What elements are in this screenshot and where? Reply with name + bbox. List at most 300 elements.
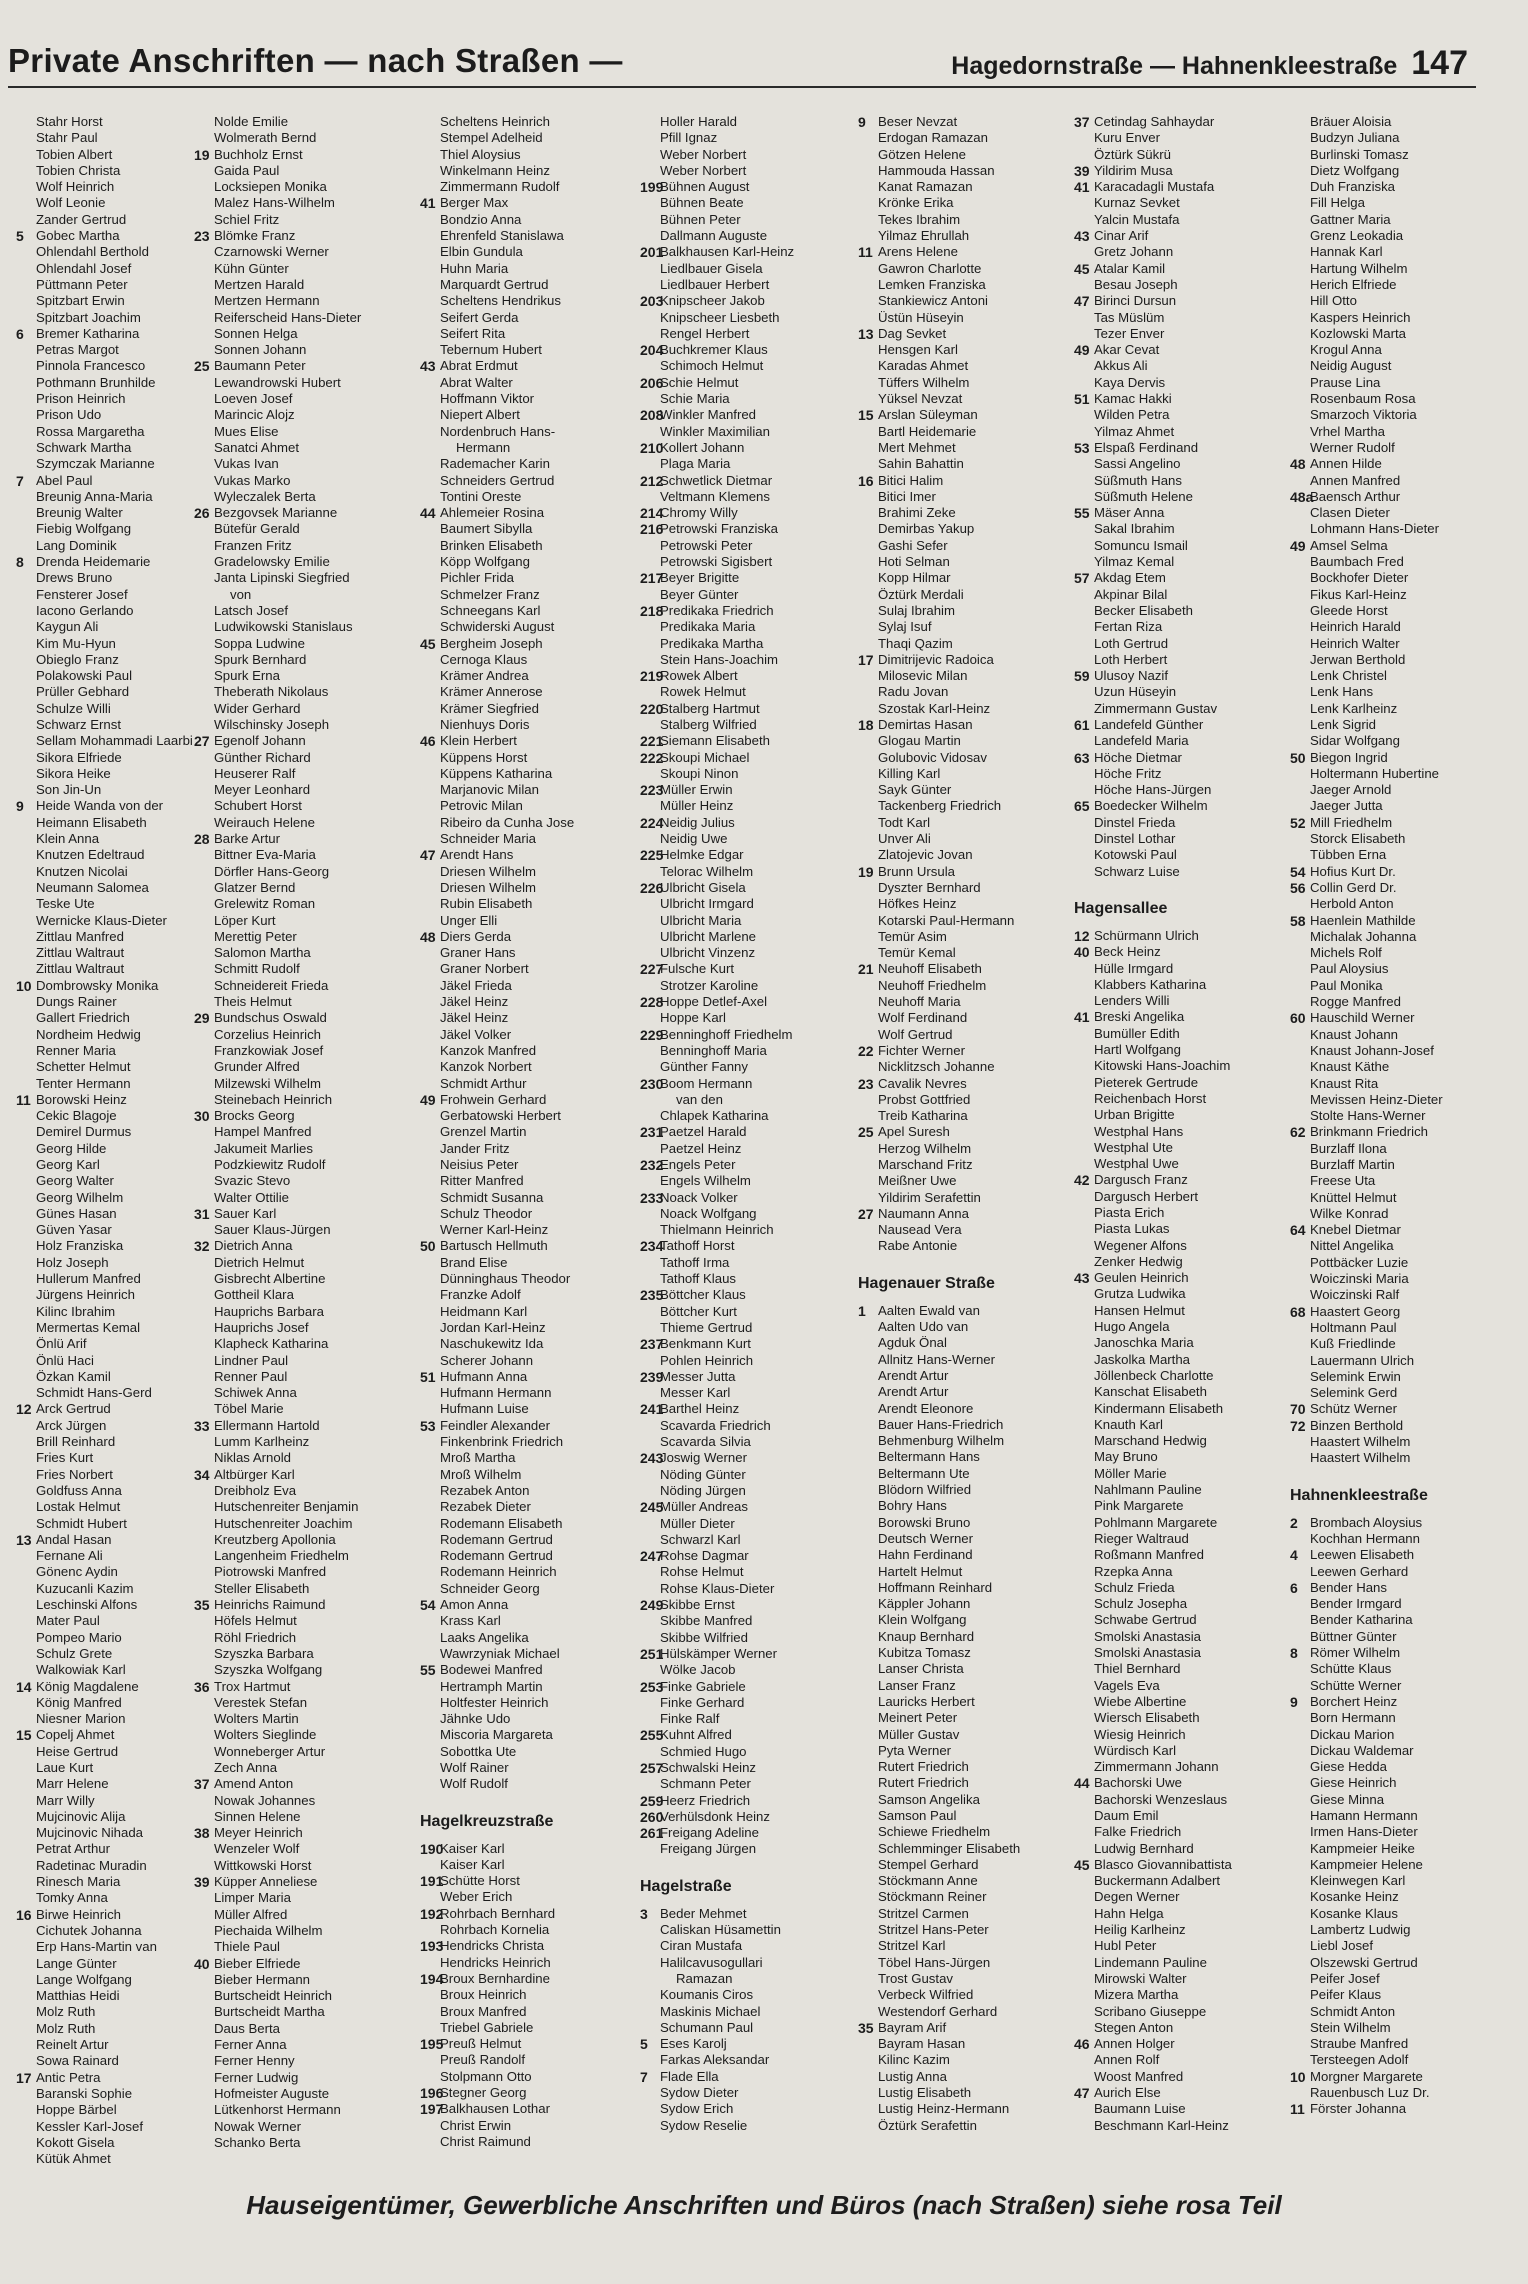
resident-entry: [1290, 1043, 1495, 1059]
resident-entry: [194, 277, 399, 293]
resident-name: Smolski Anastasia: [1094, 1645, 1202, 1661]
resident-entry: [640, 1418, 845, 1434]
resident-name: Skoupi Michael: [660, 749, 750, 765]
resident-entry: [1074, 440, 1279, 456]
resident-entry: [1074, 1824, 1279, 1840]
resident-name: Hartelt Helmut: [878, 1563, 963, 1579]
column-4: [640, 114, 845, 2134]
resident-name: Wonneberger Artur: [214, 1743, 326, 1759]
resident-name: Trox Hartmut: [214, 1678, 291, 1694]
house-number: 201: [640, 244, 664, 261]
resident-entry: [194, 945, 399, 961]
resident-name: Pieterek Gertrude: [1094, 1074, 1199, 1090]
resident-entry: [420, 1679, 625, 1695]
resident-name: Grelewitz Roman: [214, 896, 316, 912]
resident-name: Altbürger Karl: [214, 1466, 295, 1482]
house-number: 62: [1290, 1124, 1306, 1141]
resident-entry: [420, 1841, 625, 1857]
resident-name: Lambertz Ludwig: [1310, 1922, 1411, 1938]
house-number: 46: [420, 733, 436, 750]
resident-name: Irmen Hans-Dieter: [1310, 1824, 1418, 1840]
resident-entry: [1074, 1775, 1279, 1791]
resident-entry: [16, 521, 221, 537]
resident-name: Ludwig Bernhard: [1094, 1840, 1194, 1856]
resident-entry: [640, 277, 845, 293]
resident-name: Kaiser Karl: [440, 1856, 505, 1872]
resident-name: Skibbe Ernst: [660, 1597, 735, 1613]
house-number: 17: [16, 2069, 32, 2086]
resident-entry: [858, 619, 1063, 635]
resident-entry: [1074, 1205, 1279, 1221]
resident-name: Pinnola Francesco: [36, 358, 146, 374]
resident-entry: [16, 407, 221, 423]
resident-entry: [1074, 1515, 1279, 1531]
resident-name: Skibbe Wilfried: [660, 1629, 748, 1645]
resident-entry: [194, 147, 399, 163]
resident-entry: [1074, 277, 1279, 293]
resident-name: Jähnke Udo: [440, 1711, 511, 1727]
resident-name: Becker Elisabeth: [1094, 602, 1193, 618]
resident-entry: [16, 1434, 221, 1450]
resident-name: Buchkremer Klaus: [660, 342, 768, 358]
house-number: 8: [1290, 1645, 1298, 1662]
resident-name: Arens Helene: [878, 244, 958, 260]
resident-entry: [1074, 2118, 1279, 2134]
resident-entry: [1074, 489, 1279, 505]
resident-entry: [1290, 1059, 1495, 1075]
house-number: 49: [1074, 342, 1090, 359]
resident-entry: [640, 603, 845, 619]
resident-name: Beltermann Hans: [878, 1449, 980, 1465]
resident-name: Gottheil Klara: [214, 1287, 294, 1303]
resident-name: Rowek Helmut: [660, 684, 746, 700]
resident-entry: [640, 244, 845, 260]
resident-name: Heise Gertrud: [36, 1743, 119, 1759]
resident-name: Erp Hans-Martin van: [36, 1939, 157, 1955]
resident-name: Peifer Josef: [1310, 1970, 1380, 1986]
resident-entry: [420, 489, 625, 505]
resident-entry: [420, 114, 625, 130]
house-number: 43: [420, 358, 436, 375]
resident-entry: [194, 1010, 399, 1026]
resident-name: Mertzen Hermann: [214, 293, 320, 309]
resident-name: Molz Ruth: [36, 2004, 96, 2020]
resident-entry: [640, 1564, 845, 1580]
resident-name: Klein Anna: [36, 831, 100, 847]
resident-entry: [640, 1679, 845, 1695]
resident-entry: [640, 163, 845, 179]
resident-entry: [16, 2021, 221, 2037]
resident-name: Bachorski Wenzeslaus: [1094, 1791, 1228, 1807]
resident-name: Noack Volker: [660, 1189, 738, 1205]
resident-name: Blömke Franz: [214, 228, 296, 244]
resident-name: Dinstel Lothar: [1094, 831, 1176, 847]
resident-entry: [858, 1873, 1063, 1889]
resident-name: Szyszka Barbara: [214, 1645, 314, 1661]
resident-entry: [194, 163, 399, 179]
resident-name: Telorac Wilhelm: [660, 863, 754, 879]
resident-entry: [858, 733, 1063, 749]
resident-entry: [194, 1304, 399, 1320]
resident-name: Triebel Gabriele: [440, 2019, 534, 2035]
resident-name: Temür Asim: [878, 928, 947, 944]
resident-entry: [1074, 1189, 1279, 1205]
resident-name: Biegon Ingrid: [1310, 749, 1388, 765]
resident-entry: [640, 847, 845, 863]
resident-entry: [1290, 424, 1495, 440]
resident-name: Ohlendahl Josef: [36, 260, 132, 276]
resident-entry: [1290, 310, 1495, 326]
house-number: 220: [640, 700, 664, 717]
resident-name: Sydow Dieter: [660, 2085, 739, 2101]
resident-name: Nordenbruch Hans-: [440, 423, 556, 439]
resident-entry: [640, 1190, 845, 1206]
resident-name: Sinnen Helene: [214, 1808, 301, 1824]
resident-entry: [1290, 1792, 1495, 1808]
resident-entry: [194, 2037, 399, 2053]
resident-name: Dyszter Bernhard: [878, 879, 981, 895]
resident-entry: [640, 733, 845, 749]
resident-name: Fiebig Wolfgang: [36, 521, 132, 537]
resident-entry: [1074, 1058, 1279, 1074]
resident-entry: [640, 1532, 845, 1548]
resident-name: Hartl Wolfgang: [1094, 1042, 1181, 1058]
resident-name: Hülskämper Werner: [660, 1645, 778, 1661]
resident-name: Beyer Günter: [660, 586, 739, 602]
resident-entry: [858, 701, 1063, 717]
resident-entry: [1290, 570, 1495, 586]
resident-name: Jäkel Volker: [440, 1026, 512, 1042]
resident-entry: [1290, 1401, 1495, 1417]
resident-entry: [640, 1597, 845, 1613]
resident-name: Demirel Durmus: [36, 1124, 132, 1140]
resident-entry: [194, 1483, 399, 1499]
resident-name: Naschukewitz Ida: [440, 1336, 544, 1352]
resident-entry: [194, 1907, 399, 1923]
resident-name: Sydow Reselie: [660, 2117, 748, 2133]
house-number: 25: [194, 358, 210, 375]
house-number: 217: [640, 570, 664, 587]
resident-entry: [16, 1711, 221, 1727]
resident-entry: [858, 1157, 1063, 1173]
resident-name: Lenders Willi: [1094, 993, 1170, 1009]
resident-name: Treib Katharina: [878, 1108, 968, 1124]
resident-entry: [16, 342, 221, 358]
resident-entry: [1074, 1286, 1279, 1302]
resident-name: Giese Minna: [1310, 1791, 1385, 1807]
resident-entry: [194, 766, 399, 782]
resident-name: Meinert Peter: [878, 1710, 958, 1726]
resident-name: Leewen Elisabeth: [1310, 1547, 1415, 1563]
resident-name: Wiersch Elisabeth: [1094, 1710, 1200, 1726]
house-number: 37: [1074, 114, 1090, 130]
resident-name: Wolf Heinrich: [36, 179, 115, 195]
resident-entry: [1290, 798, 1495, 814]
resident-name: Demirbas Yakup: [878, 521, 975, 537]
resident-name: Gleede Horst: [1310, 602, 1388, 618]
resident-entry: [640, 1043, 845, 1059]
resident-entry: [858, 1678, 1063, 1694]
resident-name: Süßmuth Hans: [1094, 472, 1182, 488]
resident-entry: [420, 163, 625, 179]
resident-entry: [16, 1874, 221, 1890]
resident-name: Schwiderski August: [440, 619, 555, 635]
resident-entry: [858, 1206, 1063, 1222]
resident-entry: [858, 1401, 1063, 1417]
resident-entry: [1290, 130, 1495, 146]
resident-name: Behmenburg Wilhelm: [878, 1433, 1005, 1449]
resident-name: Petrovic Milan: [440, 798, 523, 814]
resident-name: Schiewe Friedhelm: [878, 1824, 991, 1840]
resident-entry: [420, 2069, 625, 2085]
resident-entry: [16, 1923, 221, 1939]
resident-entry: [16, 815, 221, 831]
resident-entry: [420, 1889, 625, 1905]
resident-entry: [194, 831, 399, 847]
house-number: 41: [1074, 179, 1090, 196]
resident-name: Beder Mehmet: [660, 1905, 747, 1921]
resident-name: Bender Katharina: [1310, 1612, 1413, 1628]
resident-name: Arendt Artur: [878, 1384, 949, 1400]
resident-name: Breski Angelika: [1094, 1009, 1185, 1025]
resident-entry: [1290, 1141, 1495, 1157]
house-number: 206: [640, 374, 664, 391]
resident-entry: [640, 228, 845, 244]
resident-name: Egenolf Johann: [214, 733, 306, 749]
resident-entry: [640, 2004, 845, 2020]
resident-entry: [420, 277, 625, 293]
house-number: 39: [194, 1874, 210, 1891]
house-number: 13: [858, 325, 874, 342]
resident-name: Burlinski Tomasz: [1310, 146, 1409, 162]
column-1: [16, 114, 221, 2167]
resident-name: Kreutzberg Apollonia: [214, 1531, 336, 1547]
resident-entry: [1290, 750, 1495, 766]
resident-entry: [858, 2101, 1063, 2117]
resident-entry: [194, 261, 399, 277]
resident-name: Wittkowski Horst: [214, 1857, 312, 1873]
resident-name: Schiwek Anna: [214, 1385, 297, 1401]
resident-entry: [1074, 1482, 1279, 1498]
resident-entry: [420, 1646, 625, 1662]
resident-name: Schneegans Karl: [440, 602, 541, 618]
resident-entry: [194, 815, 399, 831]
resident-name: Svazic Stevo: [214, 1173, 291, 1189]
resident-entry: [858, 1792, 1063, 1808]
resident-name: Marschand Fritz: [878, 1157, 973, 1172]
resident-entry: [640, 554, 845, 570]
resident-name: Janoschka Maria: [1094, 1335, 1194, 1351]
resident-entry: [858, 945, 1063, 961]
resident-name: Janta Lipinski Siegfried: [214, 570, 350, 586]
resident-entry: [16, 212, 221, 228]
resident-entry: [858, 668, 1063, 684]
resident-name: Yildirim Serafettin: [878, 1189, 981, 1205]
resident-name: Balkhausen Lothar: [440, 2101, 550, 2117]
resident-name: Kuß Friedlinde: [1310, 1336, 1396, 1352]
resident-entry: [858, 2118, 1063, 2134]
resident-name: Arendt Eleonore: [878, 1400, 974, 1416]
resident-name: Hofmeister Auguste: [214, 2085, 330, 2101]
resident-name: Arslan Süleyman: [878, 407, 978, 423]
resident-name: Rzepka Anna: [1094, 1563, 1173, 1579]
resident-name: Bayram Hasan: [878, 2036, 966, 2052]
resident-name: Neuhoff Maria: [878, 994, 961, 1010]
resident-entry: [858, 1629, 1063, 1645]
resident-entry: [194, 2053, 399, 2069]
resident-entry: [1074, 521, 1279, 537]
house-number: 195: [420, 2036, 444, 2053]
resident-name: Zimmermann Johann: [1094, 1759, 1219, 1775]
resident-name: Zimmermann Gustav: [1094, 700, 1218, 716]
house-number: 21: [858, 961, 874, 978]
resident-name: Benninghoff Friedhelm: [660, 1026, 793, 1042]
house-number: 230: [640, 1075, 664, 1092]
resident-entry: [858, 473, 1063, 489]
resident-entry: [194, 1890, 399, 1906]
resident-name: Kühn Günter: [214, 260, 289, 276]
resident-name: Akar Cevat: [1094, 342, 1160, 358]
resident-entry: [858, 1482, 1063, 1498]
resident-entry: [194, 473, 399, 489]
resident-name: Petrowski Peter: [660, 537, 753, 553]
resident-name: May Bruno: [1094, 1449, 1158, 1465]
resident-entry: [420, 538, 625, 554]
resident-name: Thiel Bernhard: [1094, 1661, 1181, 1677]
resident-entry: [194, 1320, 399, 1336]
house-number: 7: [640, 2068, 648, 2085]
resident-name: Kozlowski Marta: [1310, 325, 1407, 341]
resident-name: Tezer Enver: [1094, 325, 1165, 341]
resident-entry: [194, 130, 399, 146]
resident-name: Boedecker Wilhelm: [1094, 798, 1208, 814]
resident-entry: [16, 1141, 221, 1157]
resident-name: Schwark Martha: [36, 439, 132, 455]
resident-name: Stritzel Hans-Peter: [878, 1922, 989, 1938]
resident-entry: [640, 864, 845, 880]
resident-entry: [16, 163, 221, 179]
resident-entry: [1074, 1531, 1279, 1547]
resident-name: Olszewski Gertrud: [1310, 1954, 1418, 1970]
resident-name: Sydow Erich: [660, 2101, 734, 2117]
resident-name: Huhn Maria: [440, 260, 509, 276]
resident-entry: [1290, 277, 1495, 293]
resident-entry: [858, 1612, 1063, 1628]
resident-entry: [1074, 1987, 1279, 2003]
resident-entry: [16, 1369, 221, 1385]
resident-entry: [194, 684, 399, 700]
resident-entry: [858, 636, 1063, 652]
house-number: 234: [640, 1238, 664, 1255]
resident-name: Loeven Josef: [214, 391, 293, 407]
house-number: 196: [420, 2085, 444, 2102]
resident-entry: [16, 2004, 221, 2020]
resident-entry: [1074, 1759, 1279, 1775]
house-number: 15: [858, 407, 874, 424]
resident-name: Öztürk Merdali: [878, 586, 964, 602]
resident-entry: [640, 2036, 845, 2052]
house-number: 35: [194, 1597, 210, 1614]
resident-entry: [640, 652, 845, 668]
resident-name: Sonnen Johann: [214, 342, 307, 358]
resident-entry: [194, 1027, 399, 1043]
resident-entry: [858, 603, 1063, 619]
resident-entry: [1290, 1190, 1495, 1206]
resident-name: Üstün Hüseyin: [878, 309, 964, 325]
resident-name: Wernicke Klaus-Dieter: [36, 912, 167, 928]
resident-name: Mujcinovic Alija: [36, 1808, 126, 1824]
resident-name: Schulze Willi: [36, 700, 111, 716]
resident-name: Bodewei Manfred: [440, 1662, 543, 1678]
resident-entry: [858, 277, 1063, 293]
resident-name: Budzyn Juliana: [1310, 130, 1400, 146]
resident-name: Piechaida Wilhelm: [214, 1922, 323, 1938]
resident-entry: [194, 1222, 399, 1238]
resident-entry: [420, 1760, 625, 1776]
resident-name: Szyszka Wolfgang: [214, 1662, 323, 1678]
resident-entry: [16, 1744, 221, 1760]
resident-name: Wolmerath Bernd: [214, 130, 317, 146]
resident-entry: [858, 1303, 1063, 1319]
resident-name: Leschinski Alfons: [36, 1597, 138, 1613]
resident-name: Holtermann Hubertine: [1310, 765, 1440, 781]
resident-name: Dickau Marion: [1310, 1726, 1395, 1742]
resident-entry: [16, 1108, 221, 1124]
resident-entry: [420, 521, 625, 537]
resident-entry: [858, 1352, 1063, 1368]
resident-name: Copelj Ahmet: [36, 1727, 115, 1743]
resident-name: Sikora Heike: [36, 765, 111, 781]
column-2: [194, 114, 399, 2151]
resident-entry: [858, 1971, 1063, 1987]
resident-entry: [1074, 1938, 1279, 1954]
resident-entry: [16, 1320, 221, 1336]
resident-name: Michels Rolf: [1310, 945, 1382, 961]
resident-entry: [858, 358, 1063, 374]
resident-entry: [858, 1645, 1063, 1661]
resident-name: Selemink Erwin: [1310, 1368, 1401, 1384]
resident-name: Scheltens Hendrikus: [440, 293, 561, 309]
resident-name: Kanschat Elisabeth: [1094, 1384, 1207, 1400]
resident-entry: [16, 1858, 221, 1874]
resident-entry: [640, 2101, 845, 2117]
resident-name: Urban Brigitte: [1094, 1107, 1175, 1123]
resident-entry: [1290, 342, 1495, 358]
resident-name: Klein Wolfgang: [878, 1612, 967, 1628]
resident-name: Hufmann Luise: [440, 1401, 529, 1417]
resident-entry: [858, 1987, 1063, 2003]
house-number: 253: [640, 1678, 664, 1695]
resident-entry: [420, 1873, 625, 1889]
resident-entry: [858, 1335, 1063, 1351]
resident-entry: [16, 1076, 221, 1092]
resident-entry: [16, 1157, 221, 1173]
resident-name: Ulbricht Maria: [660, 912, 742, 928]
resident-entry: [858, 1222, 1063, 1238]
resident-name: Nöding Jürgen: [660, 1482, 746, 1498]
resident-name: Hubl Peter: [1094, 1938, 1157, 1954]
resident-name: Knauth Karl: [1094, 1416, 1163, 1432]
resident-name: Schumann Paul: [660, 2019, 754, 2035]
resident-name: Jäkel Heinz: [440, 1010, 509, 1026]
resident-entry: [16, 766, 221, 782]
resident-entry: [1290, 2004, 1495, 2020]
resident-name: Broux Manfred: [440, 2003, 527, 2019]
resident-name: Burzlaff Martin: [1310, 1157, 1395, 1172]
resident-name: Selemink Gerd: [1310, 1385, 1398, 1401]
resident-entry: [1290, 1987, 1495, 2003]
resident-name: Schmelzer Franz: [440, 586, 540, 602]
